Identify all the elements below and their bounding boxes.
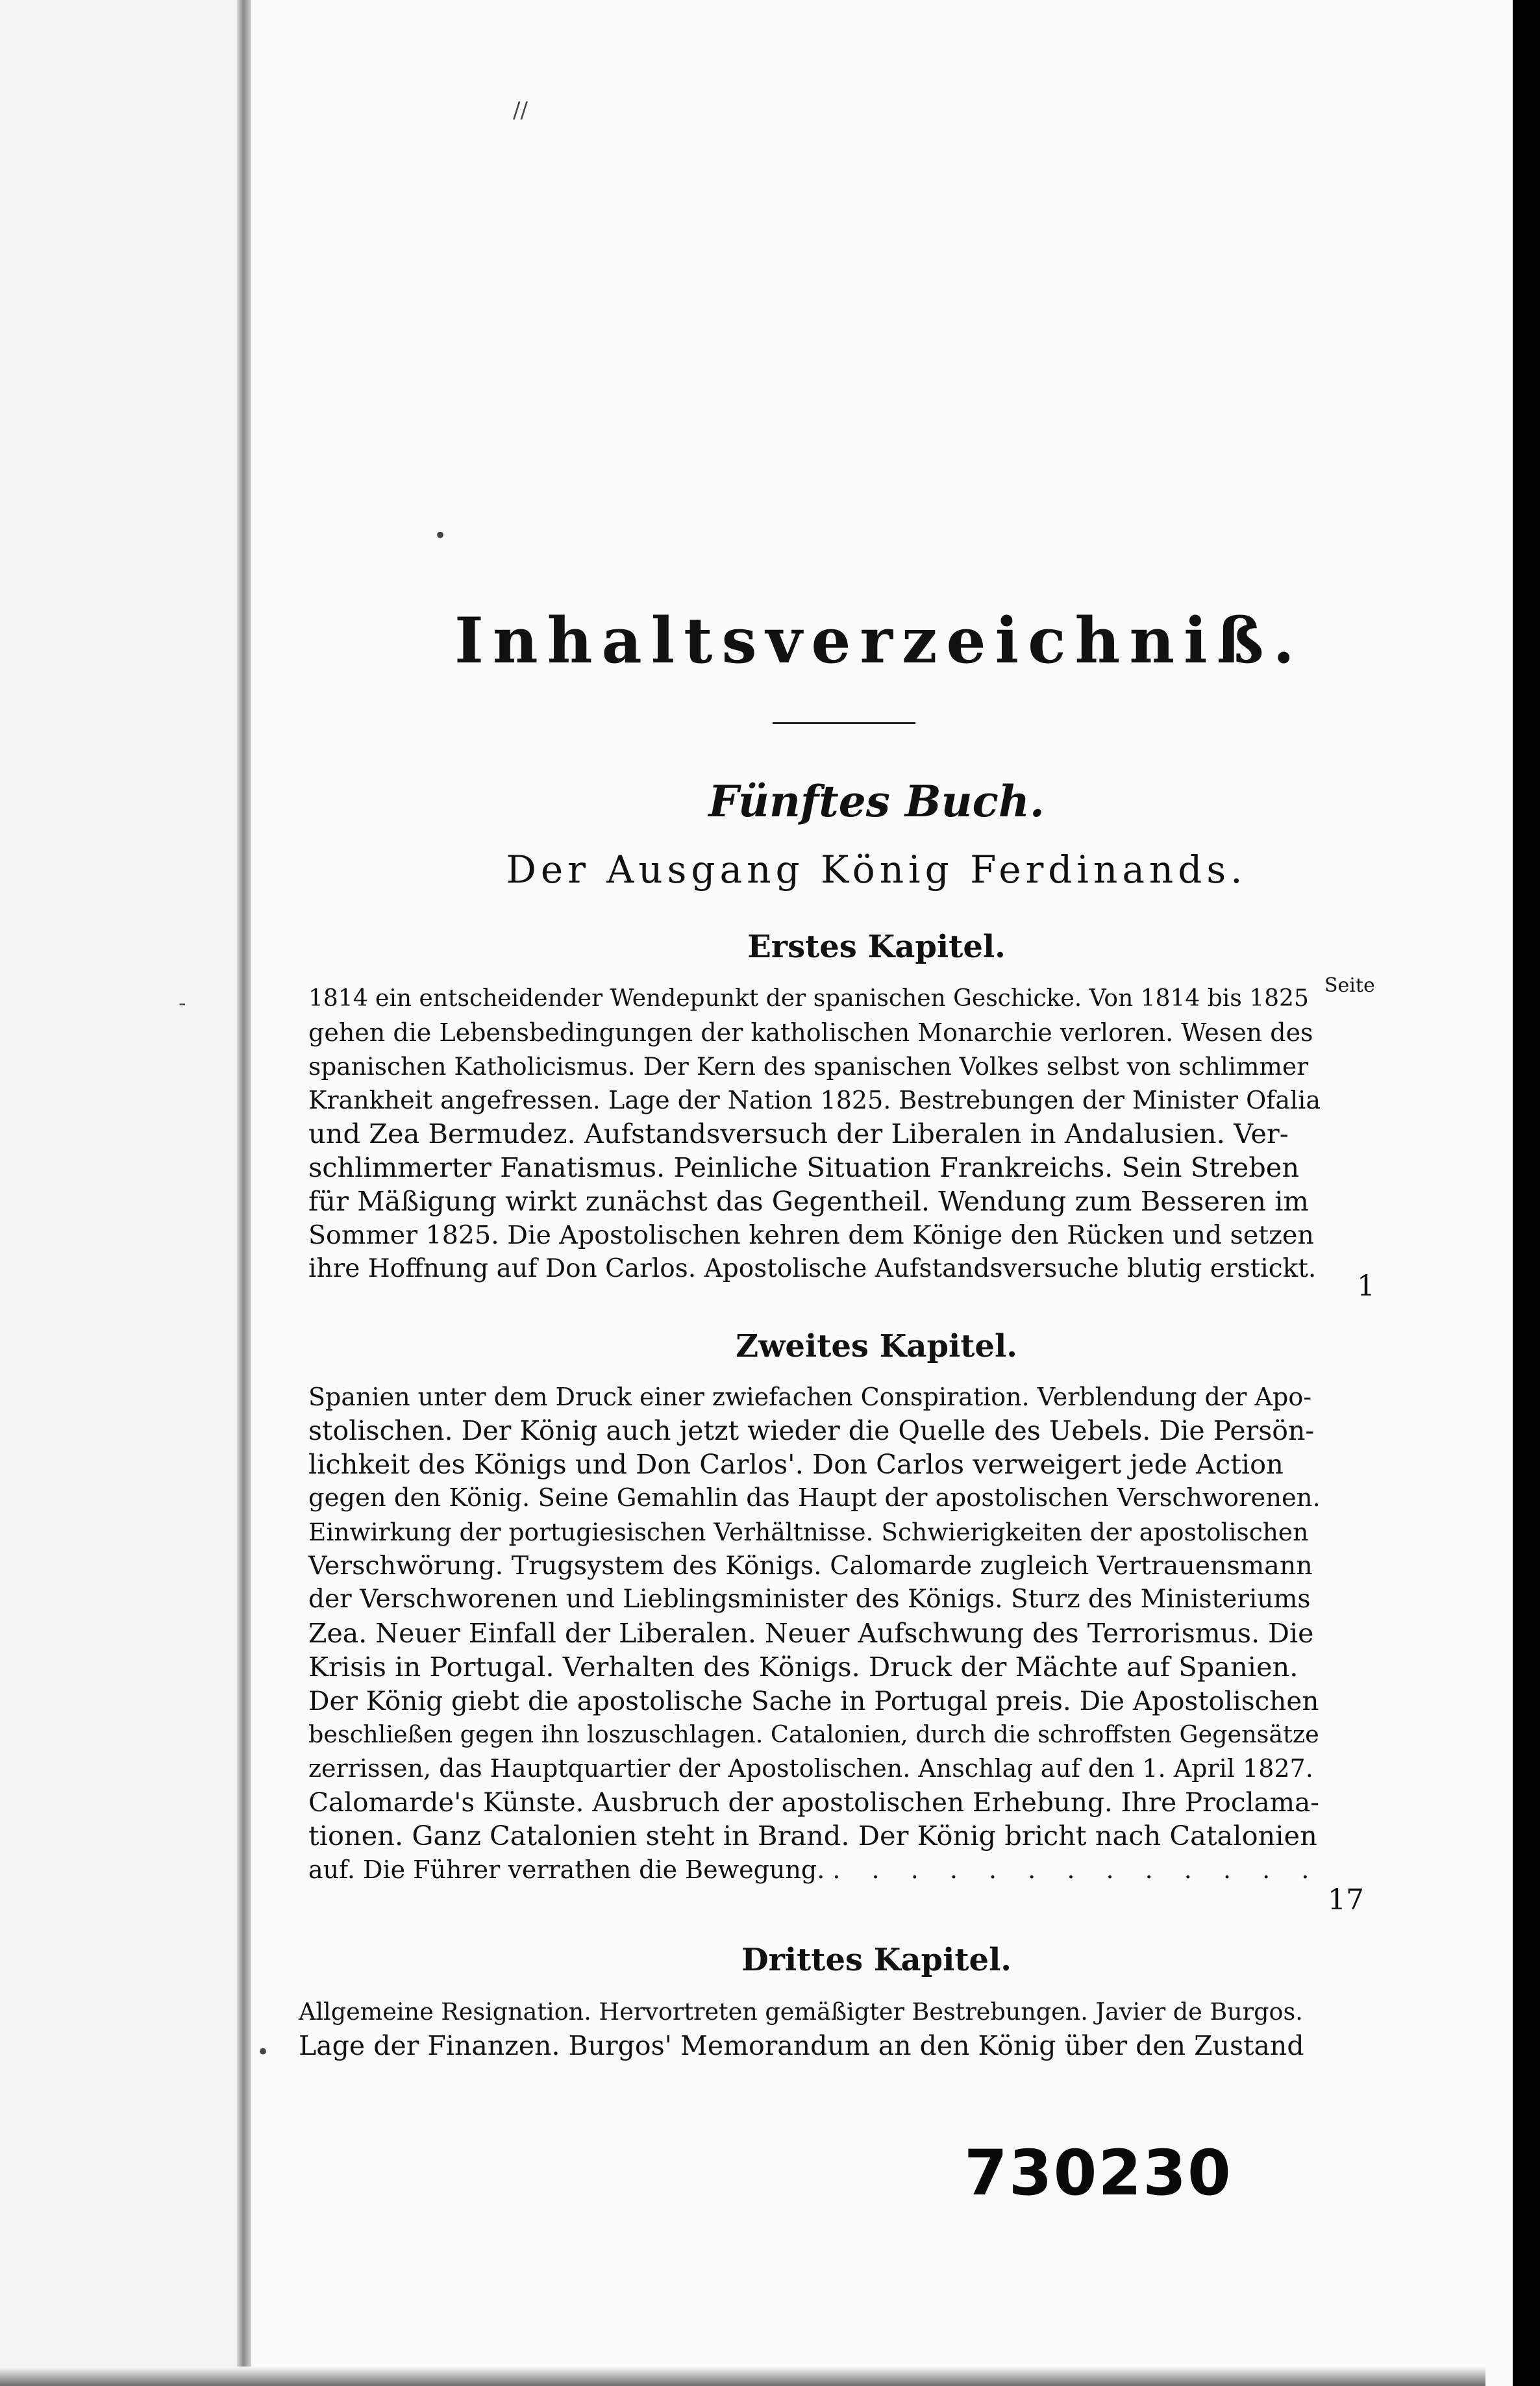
summary-line: Verschwörung. Trugsystem des Königs. Calomarde zugleich Vertrauensmann (308, 1551, 1313, 1581)
summary-line: Sommer 1825. Die Apostolischen kehren dem Könige den Rücken und setzen (308, 1220, 1314, 1250)
summary-line: schlimmerter Fanatismus. Peinliche Situation Frankreichs. Sein Streben (308, 1151, 1300, 1183)
page-title: Inhaltsverzeichniß. (454, 604, 1304, 677)
chapter-heading: Zweites Kapitel. (736, 1328, 1017, 1364)
summary-line: Spanien unter dem Druck einer zwiefachen Conspiration. Verblendung der Apo- (308, 1383, 1312, 1411)
summary-line: 1814 ein entscheidender Wendepunkt der spanischen Geschicke. Von 1814 bis 1825 (308, 985, 1309, 1012)
summary-line: der Verschworenen und Lieblingsminister des Königs. Sturz des Ministeriums (308, 1585, 1311, 1614)
margin-speck: • (434, 523, 447, 549)
chapter-summary (308, 1380, 1321, 1887)
summary-line: Allgemeine Resignation. Hervortreten gemäßigter Bestrebungen. Javier de Burgos. (299, 1998, 1303, 2026)
summary-line: stolischen. Der König auch jetzt wieder die Quelle des Uebels. Die Persön- (308, 1415, 1315, 1446)
summary-line (308, 1853, 1321, 1887)
summary-line: tionen. Ganz Catalonien steht in Brand. Der König bricht nach Catalonien (308, 1820, 1317, 1852)
chapter-summary (308, 982, 1321, 1286)
book-subtitle: Der Ausgang König Ferdinands. (506, 848, 1247, 892)
facing-blank-leaf (0, 0, 237, 2386)
summary-line: beschließen gegen ihn loszuschlagen. Catalonien, durch die schroffsten Gegensätze (308, 1720, 1319, 1748)
title-divider (773, 722, 915, 724)
margin-speck: // (513, 97, 528, 123)
page-edge-shadow (0, 2367, 1485, 2386)
summary-line: Zea. Neuer Einfall der Liberalen. Neuer Aufschwung des Terrorismus. Die (308, 1618, 1314, 1649)
summary-line-text: auf. Die Führer verrathen die Bewegung. (308, 1855, 825, 1884)
chapter-heading: Drittes Kapitel. (741, 1942, 1012, 1978)
summary-line: Calomarde's Künste. Ausbruch der apostolischen Erhebung. Ihre Proclama- (308, 1787, 1319, 1818)
summary-line: zerrissen, das Hauptquartier der Apostolischen. Anschlag auf den 1. April 1827. (308, 1754, 1313, 1783)
summary-line: spanischen Katholicismus. Der Kern des spanischen Volkes selbst von schlimmer (308, 1052, 1309, 1081)
margin-speck: - (179, 990, 186, 1016)
summary-line: gehen die Lebensbedingungen der katholischen Monarchie verloren. Wesen des (308, 1018, 1313, 1047)
summary-line: ihre Hoffnung auf Don Carlos. Apostolische Aufstandsversuche blutig erstickt. (308, 1254, 1317, 1283)
summary-line: Der König giebt die apostolische Sache in Portugal preis. Die Apostolischen (308, 1685, 1319, 1716)
chapter-heading: Erstes Kapitel. (747, 929, 1006, 965)
summary-line: Krankheit angefressen. Lage der Nation 1825. Bestrebungen der Minister Ofalia (308, 1086, 1321, 1114)
book-heading: Fünftes Buch. (708, 776, 1045, 827)
summary-line: Krisis in Portugal. Verhalten des Königs. Druck der Mächte auf Spanien. (308, 1651, 1298, 1683)
summary-line: Lage der Finanzen. Burgos' Memorandum an den König über den Zustand (299, 2030, 1304, 2061)
summary-line: lichkeit des Königs und Don Carlos'. Don Carlos verweigert jede Action (308, 1448, 1284, 1480)
page-number: 1 (1357, 1270, 1375, 1303)
summary-line: für Mäßigung wirkt zunächst das Gegentheil. Wendung zum Besseren im (308, 1185, 1309, 1217)
leader-dots: . . . . . . . . . . . . . (832, 1855, 1321, 1884)
summary-line: und Zea Bermudez. Aufstandsversuch der Liberalen in Andalusien. Ver- (308, 1118, 1289, 1149)
chapter-summary (299, 1995, 1311, 2063)
page-number: 17 (1328, 1883, 1364, 1916)
margin-speck: • (256, 2039, 270, 2065)
book-gutter (237, 0, 251, 2386)
summary-line: Einwirkung der portugiesischen Verhältnisse. Schwierigkeiten der apostolischen (308, 1518, 1309, 1546)
summary-line: gegen den König. Seine Gemahlin das Haupt der apostolischen Verschworenen. (308, 1483, 1321, 1513)
page-column-label: Seite (1324, 974, 1375, 997)
library-accession-stamp: 730230 (964, 2137, 1232, 2209)
